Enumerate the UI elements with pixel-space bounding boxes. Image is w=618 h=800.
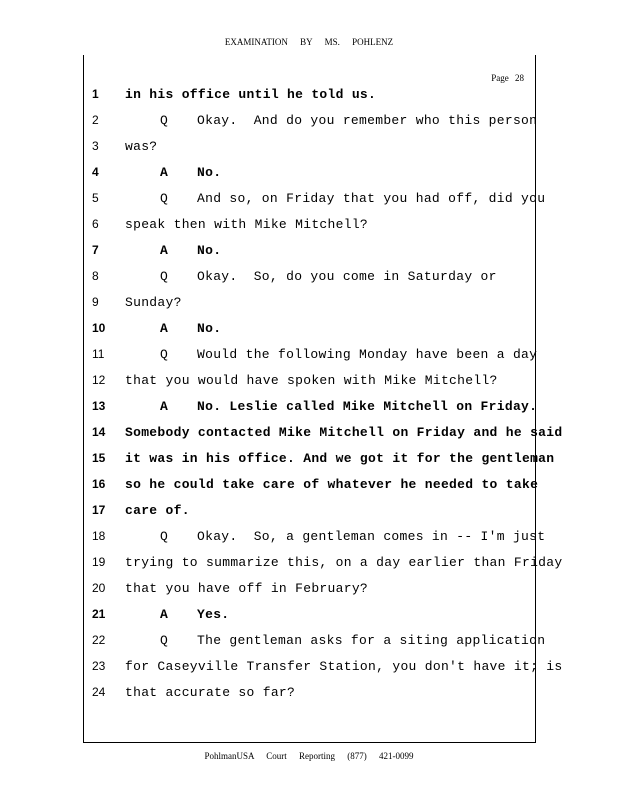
line-text: Would the following Monday have been a day	[197, 347, 538, 362]
line-number: 18	[92, 529, 106, 543]
line-text: And so, on Friday that you had off, did you	[197, 191, 546, 206]
line-text: care of.	[125, 503, 190, 518]
line-text: it was in his office. And we got it for the gentleman	[125, 451, 555, 466]
transcript-line	[0, 451, 618, 471]
line-number: 4	[92, 165, 99, 179]
line-text: No.	[197, 165, 222, 180]
transcript-line	[0, 685, 618, 705]
page-header: EXAMINATION BY MS. POHLENZ	[224, 37, 394, 47]
transcript-line	[0, 659, 618, 679]
line-text: No.	[197, 321, 222, 336]
line-text: for Caseyville Transfer Station, you don't have it; is	[125, 659, 563, 674]
transcript-line	[0, 373, 618, 393]
line-number: 12	[92, 373, 106, 387]
line-number: 6	[92, 217, 99, 231]
qa-marker: A	[160, 165, 168, 180]
line-number: 14	[92, 425, 106, 439]
line-number: 2	[92, 113, 99, 127]
line-text: was?	[125, 139, 158, 154]
line-number: 7	[92, 243, 99, 257]
transcript-line	[0, 243, 618, 263]
transcript-line	[0, 555, 618, 575]
transcript-line	[0, 503, 618, 523]
transcript-line	[0, 581, 618, 601]
page-number: Page 28	[491, 73, 524, 83]
line-text: No.	[197, 243, 222, 258]
line-number: 21	[92, 607, 106, 621]
qa-marker: A	[160, 607, 168, 622]
line-text: No. Leslie called Mike Mitchell on Friday.	[197, 399, 538, 414]
line-number: 15	[92, 451, 106, 465]
line-text: speak then with Mike Mitchell?	[125, 217, 369, 232]
line-text: Sunday?	[125, 295, 182, 310]
line-text: that you would have spoken with Mike Mitchell?	[125, 373, 498, 388]
line-text: Somebody contacted Mike Mitchell on Friday and he said	[125, 425, 563, 440]
qa-marker: Q	[160, 269, 168, 284]
transcript-line	[0, 399, 618, 419]
line-number: 3	[92, 139, 99, 153]
line-number: 5	[92, 191, 99, 205]
line-text: that you have off in February?	[125, 581, 369, 596]
qa-marker: Q	[160, 633, 168, 648]
page-footer: PohlmanUSA Court Reporting (877) 421-0099	[204, 751, 414, 761]
transcript-line	[0, 87, 618, 107]
transcript-line	[0, 529, 618, 549]
transcript-line	[0, 269, 618, 289]
transcript-line	[0, 477, 618, 497]
line-text: in his office until he told us.	[125, 87, 377, 102]
line-number: 23	[92, 659, 106, 673]
line-number: 20	[92, 581, 106, 595]
line-number: 13	[92, 399, 106, 413]
line-number: 8	[92, 269, 99, 283]
line-number: 16	[92, 477, 106, 491]
line-number: 1	[92, 87, 99, 101]
transcript-line	[0, 295, 618, 315]
transcript-line	[0, 217, 618, 237]
line-number: 17	[92, 503, 106, 517]
line-text: Okay. And do you remember who this person	[197, 113, 538, 128]
transcript-line	[0, 607, 618, 627]
transcript-line	[0, 347, 618, 367]
line-text: Okay. So, a gentleman comes in -- I'm just	[197, 529, 546, 544]
line-text: The gentleman asks for a siting application	[197, 633, 546, 648]
line-number: 24	[92, 685, 106, 699]
line-number: 9	[92, 295, 99, 309]
transcript-line	[0, 113, 618, 133]
transcript-line	[0, 321, 618, 341]
qa-marker: Q	[160, 529, 168, 544]
qa-marker: A	[160, 399, 168, 414]
transcript-line	[0, 425, 618, 445]
qa-marker: Q	[160, 191, 168, 206]
transcript-line	[0, 191, 618, 211]
transcript-line	[0, 633, 618, 653]
line-text: that accurate so far?	[125, 685, 296, 700]
line-number: 10	[92, 321, 106, 335]
qa-marker: A	[160, 321, 168, 336]
qa-marker: Q	[160, 347, 168, 362]
line-text: Yes.	[197, 607, 230, 622]
qa-marker: Q	[160, 113, 168, 128]
transcript-line	[0, 139, 618, 159]
line-number: 11	[92, 347, 105, 361]
line-number: 19	[92, 555, 106, 569]
line-text: Okay. So, do you come in Saturday or	[197, 269, 497, 284]
line-text: so he could take care of whatever he needed to take	[125, 477, 539, 492]
line-text: trying to summarize this, on a day earlier than Friday	[125, 555, 563, 570]
qa-marker: A	[160, 243, 168, 258]
transcript-line	[0, 165, 618, 185]
line-number: 22	[92, 633, 106, 647]
